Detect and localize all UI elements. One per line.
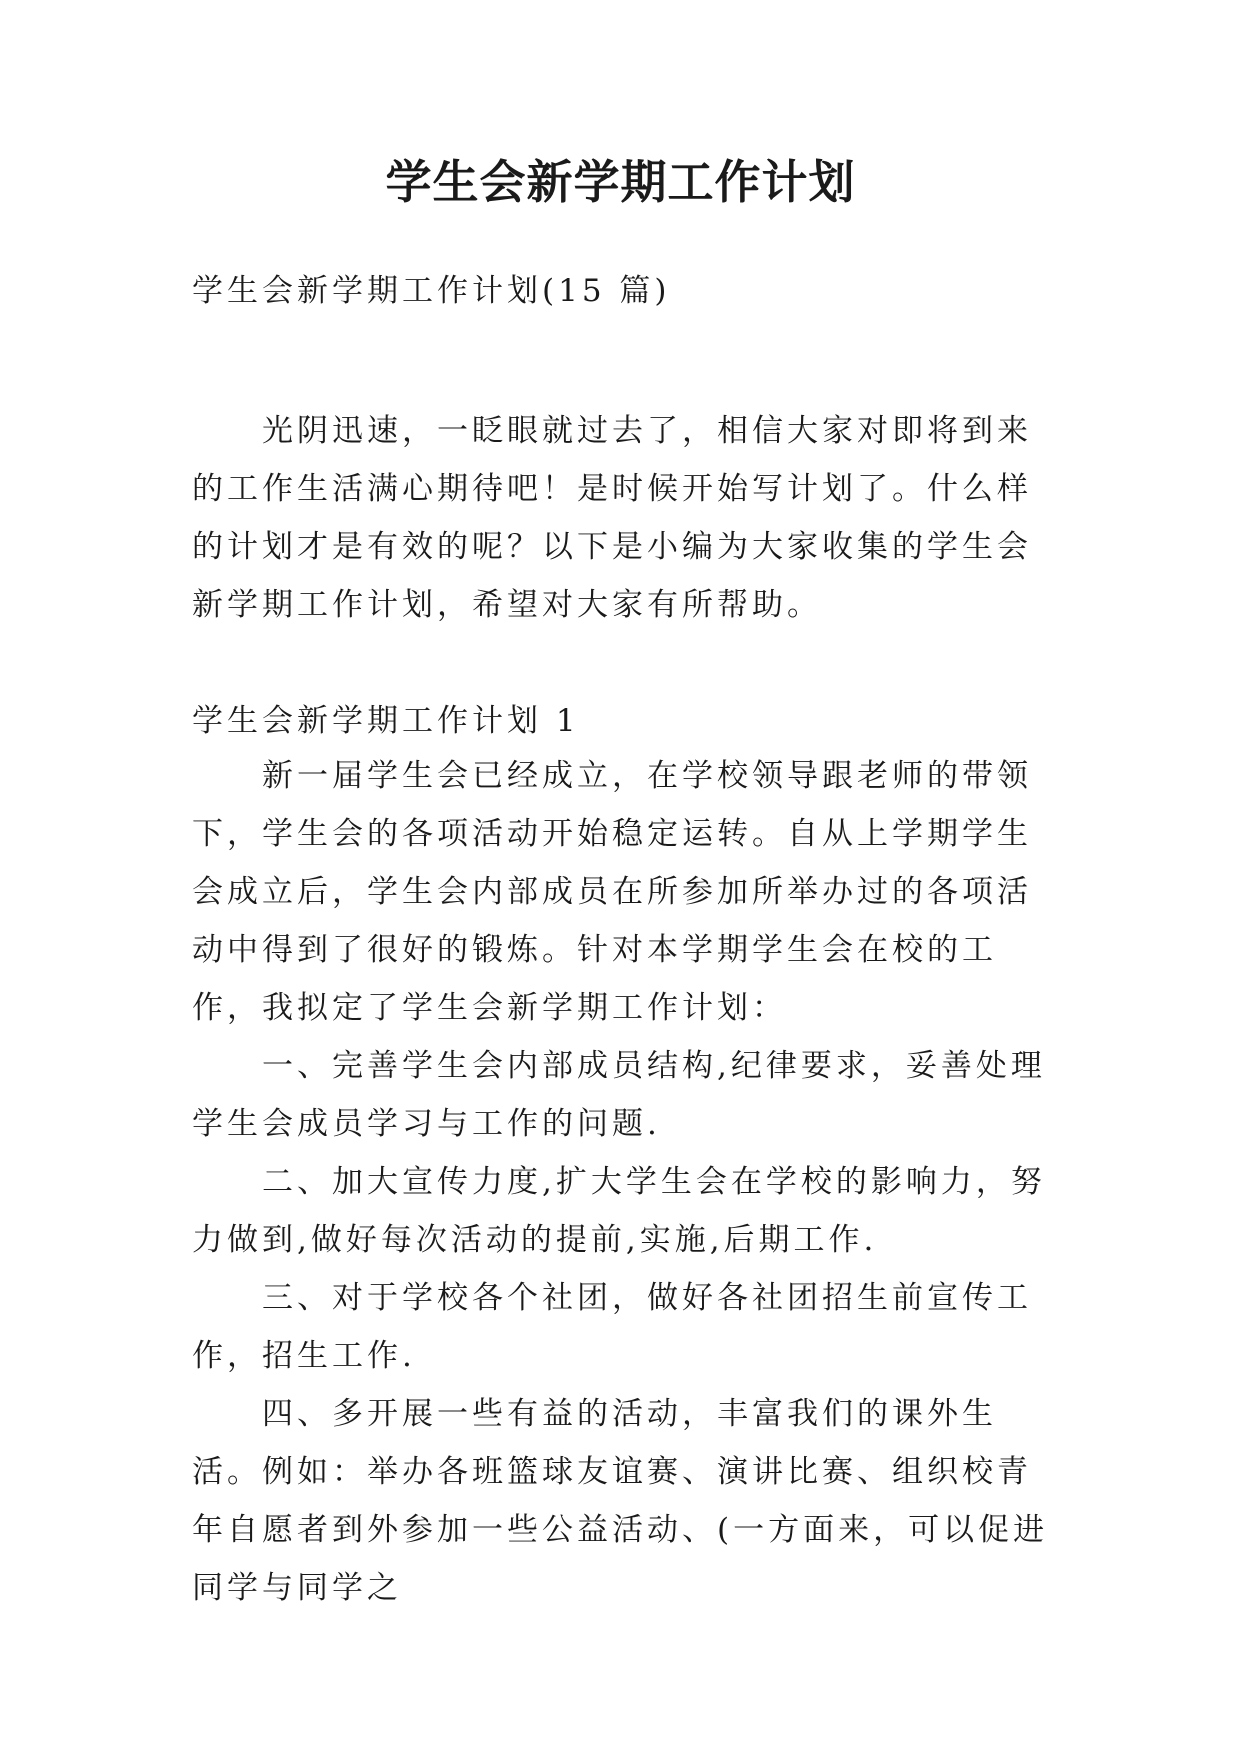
- paragraph: 三、对于学校各个社团，做好各社团招生前宣传工作，招生工作.: [192, 1280, 1032, 1374]
- paragraph: 新一届学生会已经成立，在学校领导跟老师的带领下，学生会的各项活动开始稳定运转。自从上学期学生会成立后，学生会内部成员在所参加所举办过的各项活动中得到了很好的锻炼。针对本学期学生会在校的工作，我拟定了学生会新学期工作计划：: [192, 758, 1032, 1026]
- paragraph: 一、完善学生会内部成员结构,纪律要求，妥善处理学生会成员学习与工作的问题.: [192, 1048, 1046, 1142]
- section-heading: 学生会新学期工作计划 1: [192, 703, 580, 739]
- paragraph: 二、加大宣传力度,扩大学生会在学校的影响力，努力做到,做好每次活动的提前,实施,后期工作.: [192, 1164, 1046, 1258]
- intro-paragraph: 光阴迅速，一眨眼就过去了，相信大家对即将到来的工作生活满心期待吧！是时候开始写计划了。什么样的计划才是有效的呢？以下是小编为大家收集的学生会新学期工作计划，希望对大家有所帮助。: [192, 413, 1032, 623]
- section-body: [192, 747, 1060, 1617]
- document-subtitle: 学生会新学期工作计划(15 篇): [192, 273, 671, 309]
- document-title: 学生会新学期工作计划: [385, 155, 856, 209]
- paragraph: 四、多开展一些有益的活动，丰富我们的课外生活。例如：举办各班篮球友谊赛、演讲比赛、组织校青年自愿者到外参加一些公益活动、(一方面来，可以促进同学与同学之: [192, 1396, 1049, 1606]
